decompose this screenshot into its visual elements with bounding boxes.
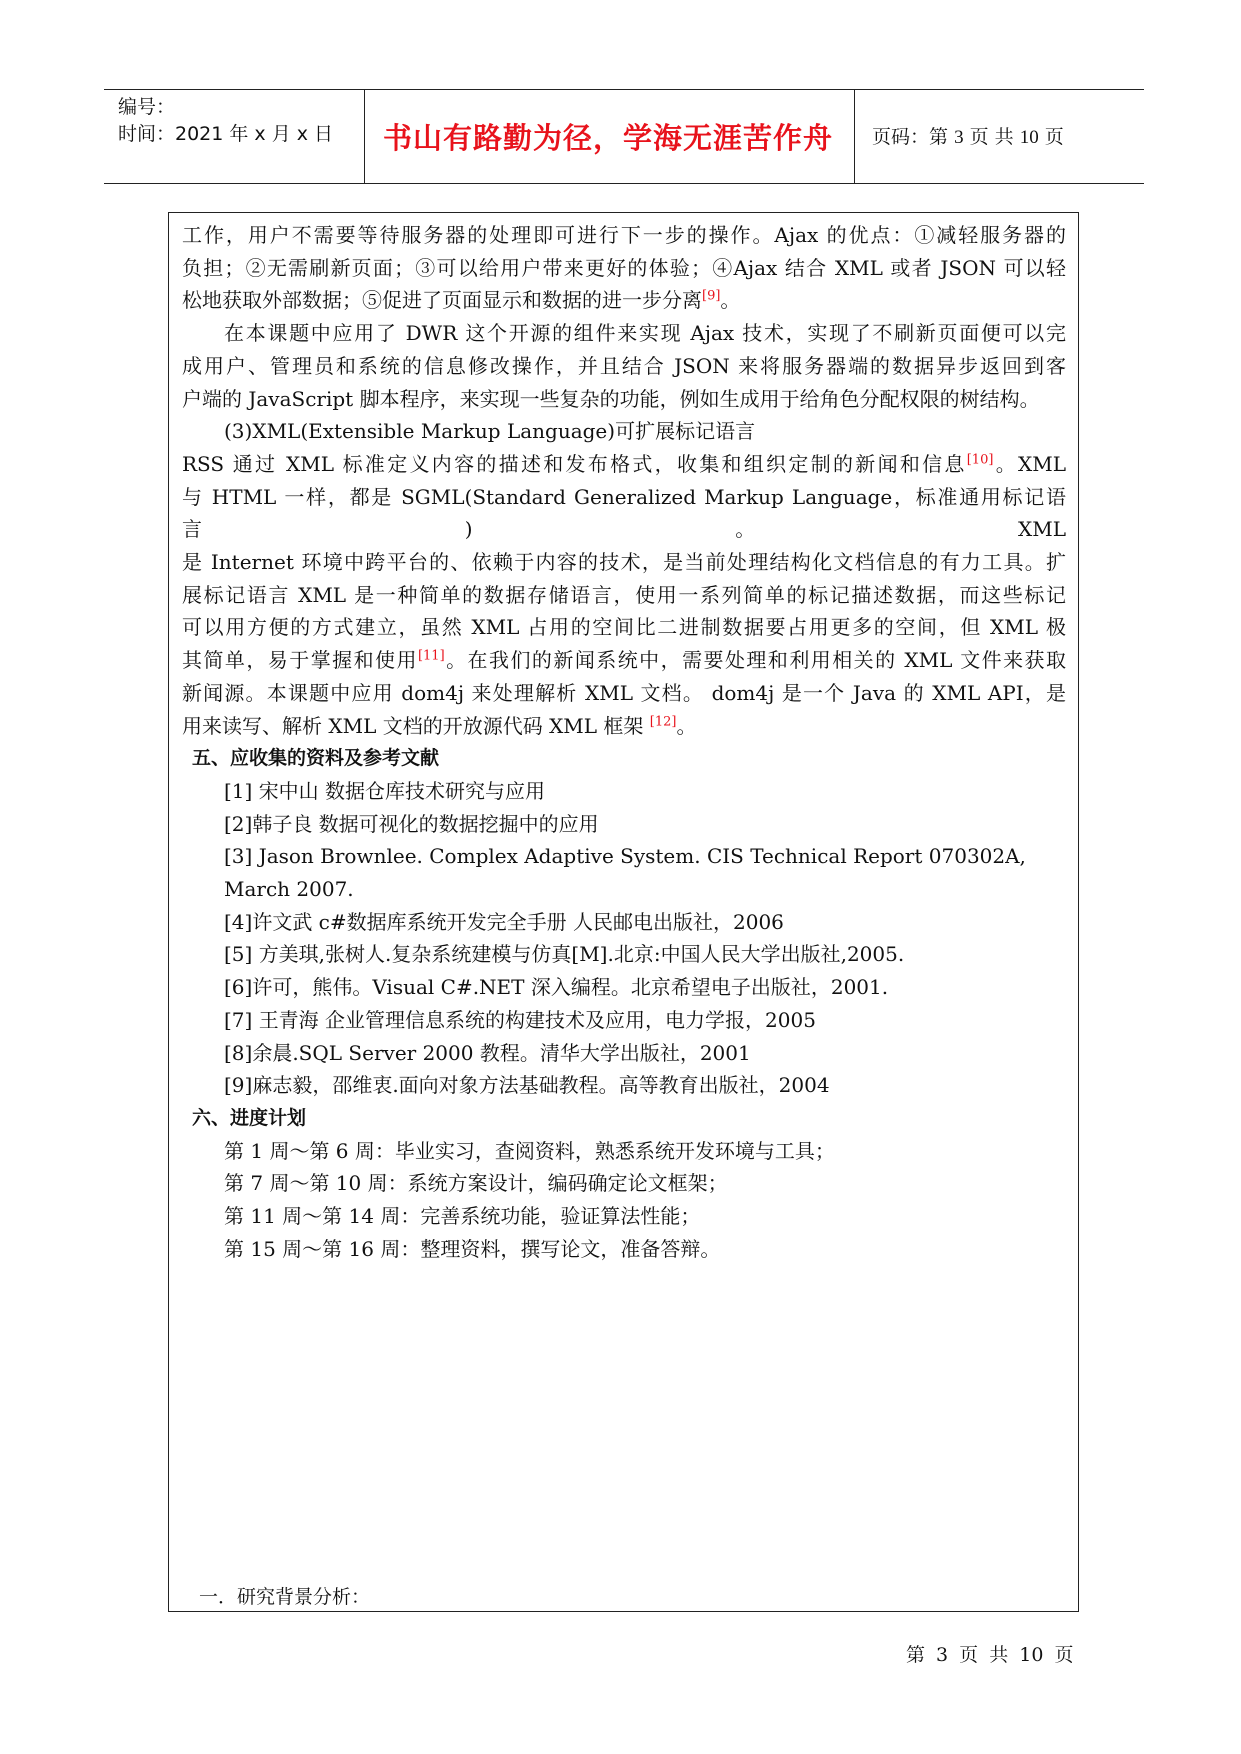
number-label: 编号： [118,96,176,118]
schedule-item: 第 15 周～第 16 周：整理资料，撰写论文，准备答辩。 [224,1236,721,1261]
ajax-line-text: 松地获取外部数据；⑤促进了页面显示和数据的进一步分离 [182,288,702,313]
xml-line [182,710,1066,743]
content-body [182,219,1066,1266]
xml-line-text: 用来读写、解析 XML 文档的开放源代码 XML 框架 [182,713,650,738]
xml-line-end: 。XML [993,451,1066,476]
content-box [168,212,1079,1612]
xml-line: 是 Internet 环境中跨平台的、依赖于内容的技术，是当前处理结构化文档信息的有力工具。扩 [182,550,1066,575]
xml-heading: (3)XML(Extensible Markup Language)可扩展标记语言 [224,419,756,444]
schedule-item: 第 7 周～第 10 周：系统方案设计，编码确定论文框架； [224,1171,728,1196]
research-heading: 一．研究背景分析： [199,1586,371,1608]
page-info-prefix: 页码：第 [872,126,949,148]
xml-line [182,448,1066,481]
reference-item: [6]许可，熊伟。Visual C#.NET 深入编程。北京希望电子出版社，2001. [224,975,889,1000]
reference-item: [8]余晨.SQL Server 2000 教程。清华大学出版社，2001 [224,1040,751,1065]
page-current: 3 [954,127,964,148]
reference-item: [2]韩子良 数据可视化的数据挖掘中的应用 [224,811,599,836]
page-total: 10 [1019,127,1039,148]
page-header [104,89,1144,184]
citation-9: [9] [702,288,721,304]
xml-line: 展标记语言 XML 是一种简单的数据存储语言，使用一系列简单的标记描述数据，而这些标记 [182,582,1066,607]
xml-line-text: RSS 通过 XML 标准定义内容的描述和发布格式，收集和组织定制的新闻和信息 [182,451,967,476]
reference-item: [7] 王青海 企业管理信息系统的构建技术及应用，电力学报，2005 [224,1007,816,1032]
header-meta [118,94,333,148]
xml-line-text: 其简单，易于掌握和使用 [182,648,418,673]
reference-item: [3] Jason Brownlee. Complex Adaptive System. CIS Technical Report 070302A, March 2007. [224,844,1026,902]
xml-line: 可以用方便的方式建立，虽然 XML 占用的空间比二进制数据要占用更多的空间，但 XML 极 [182,615,1066,640]
section-5-title: 五、应收集的资料及参考文献 [192,747,440,770]
dwr-line: 在本课题中应用了 DWR 这个开源的组件来实现 Ajax 技术，实现了不刷新页面便可以完 [224,321,1066,346]
xml-line: 新闻源。本课题中应用 dom4j 来处理解析 XML 文档。 dom4j 是一个 Java 的 XML API，是 [182,680,1066,705]
reference-item: [1] 宋中山 数据仓库技术研究与应用 [224,778,546,803]
reference-item: [9]麻志毅，邵维衷.面向对象方法基础教程。高等教育出版社，2004 [224,1073,830,1098]
ajax-line-end: 。 [720,288,741,313]
header-page-info [872,122,1064,149]
xml-line [182,644,1066,677]
xml-line: 与 HTML 一样，都是 SGML(Standard Generalized Markup Language，标准通用标记语言)。XML [182,484,1066,542]
header-divider [364,90,365,183]
header-motto: 书山有路勤为径，学海无涯苦作舟 [382,121,833,155]
citation-11: [11] [417,648,445,664]
ajax-line: 工作，用户不需要等待服务器的处理即可进行下一步的操作。Ajax 的优点：①减轻服务器的 [182,223,1066,247]
section-6-title: 六、进度计划 [192,1106,307,1129]
time-label: 时间：2021 年 x 月 x 日 [118,123,334,145]
header-divider [854,90,855,183]
ajax-line: 负担；②无需刷新页面；③可以给用户带来更好的体验；④Ajax 结合 XML 或者 JSON 可以轻 [182,255,1066,280]
citation-10: [10] [966,452,994,468]
schedule-item: 第 11 周～第 14 周：完善系统功能，验证算法性能； [224,1204,701,1229]
dwr-line: 户端的 JavaScript 脚本程序，来实现一些复杂的功能，例如生成用于给角色分配权限的树结构。 [182,386,1040,411]
page-info-middle: 页 共 [969,126,1014,148]
xml-line-end: 。在我们的新闻系统中，需要处理和利用相关的 XML 文件来获取 [444,648,1067,673]
dwr-line: 成用户、管理员和系统的信息修改操作，并且结合 JSON 来将服务器端的数据异步返回到客 [182,353,1066,378]
reference-item: [4]许文武 c#数据库系统开发完全手册 人民邮电出版社，2006 [224,909,784,934]
citation-12: [12] [649,713,677,729]
page-info-suffix: 页 [1044,126,1064,148]
reference-item: [5] 方美琪,张树人.复杂系统建模与仿真[M].北京:中国人民大学出版社,2005. [224,942,905,967]
page-footer: 第 3 页 共 10 页 [906,1644,1074,1666]
schedule-item: 第 1 周～第 6 周：毕业实习，查阅资料，熟悉系统开发环境与工具； [224,1138,835,1163]
ajax-line [182,284,1066,317]
xml-line-end: 。 [676,713,697,738]
